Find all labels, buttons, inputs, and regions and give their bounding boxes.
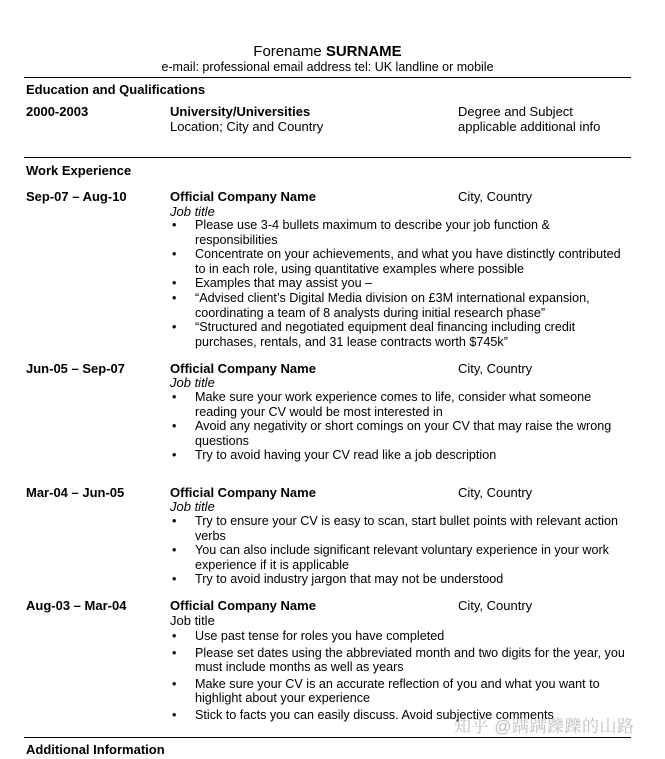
divider bbox=[24, 737, 631, 738]
candidate-name bbox=[0, 43, 655, 60]
job-dates: Aug-03 – Mar-04 bbox=[26, 598, 127, 613]
job-dates: Sep-07 – Aug-10 bbox=[26, 189, 127, 204]
job-location: City, Country bbox=[458, 598, 533, 613]
list-item: • “Advised client’s Digital Media division on £3M international expansion, coordinating a team of 8 analysts during initial research phase” bbox=[170, 291, 630, 320]
job-location: City, Country bbox=[458, 189, 533, 204]
list-item: • Try to avoid industry jargon that may not be understood bbox=[170, 572, 630, 587]
list-item: • Please set dates using the abbreviated month and two digits for the year, you must include months as well as years bbox=[170, 646, 630, 675]
job-title: Job title bbox=[170, 499, 215, 514]
list-item: • Make sure your CV is an accurate reflection of you and what you want to highlight about your experience bbox=[170, 677, 630, 706]
list-item: • Try to ensure your CV is easy to scan, start bullet points with relevant action verbs bbox=[170, 514, 630, 543]
job-company: Official Company Name bbox=[170, 361, 316, 376]
education-institution: University/Universities bbox=[170, 104, 311, 119]
list-item: • Examples that may assist you – bbox=[170, 276, 630, 291]
surname: SURNAME bbox=[325, 43, 402, 60]
list-item: • Use past tense for roles you have completed bbox=[170, 629, 630, 644]
divider bbox=[24, 157, 631, 158]
job-bullet-list bbox=[170, 514, 630, 587]
list-item: • Please use 3-4 bullets maximum to describe your job function & responsibilities bbox=[170, 218, 630, 247]
job-bullet-list bbox=[170, 390, 630, 463]
list-item: • Try to avoid having your CV read like a job description bbox=[170, 448, 630, 463]
job-company: Official Company Name bbox=[170, 189, 316, 204]
section-title-additional-information: Additional Information bbox=[26, 742, 165, 757]
divider bbox=[24, 77, 631, 78]
list-item: • Avoid any negativity or short comings on your CV that may raise the wrong questions bbox=[170, 419, 630, 448]
watermark: 知乎 @蹒蹒躒躒的山路 bbox=[454, 717, 635, 736]
contact-line: e-mail: professional email address tel: UK landline or mobile bbox=[161, 60, 494, 74]
section-title-work-experience: Work Experience bbox=[26, 163, 132, 178]
job-location: City, Country bbox=[458, 485, 533, 500]
job-dates: Mar-04 – Jun-05 bbox=[26, 485, 125, 500]
list-item: • You can also include significant relevant voluntary experience in your work experience if it is applicable bbox=[170, 543, 630, 572]
education-location: Location; City and Country bbox=[170, 119, 324, 134]
job-company: Official Company Name bbox=[170, 598, 316, 613]
job-company: Official Company Name bbox=[170, 485, 316, 500]
section-title-education: Education and Qualifications bbox=[26, 82, 206, 97]
list-item: • Concentrate on your achievements, and what you have distinctly contributed to in each role, using quantitative examples where possible bbox=[170, 247, 630, 276]
job-bullet-list bbox=[170, 629, 630, 723]
job-title: Job title bbox=[170, 204, 215, 219]
list-item: • Stick to facts you can easily discuss. Avoid subjective comments bbox=[170, 708, 630, 723]
job-title: Job title bbox=[170, 613, 215, 628]
forename: Forename bbox=[253, 43, 326, 60]
job-location: City, Country bbox=[458, 361, 533, 376]
list-item: • Make sure your work experience comes to life, consider what someone reading your CV would be most interested in bbox=[170, 390, 630, 419]
education-dates: 2000-2003 bbox=[26, 104, 89, 119]
job-dates: Jun-05 – Sep-07 bbox=[26, 361, 125, 376]
job-bullet-list bbox=[170, 218, 630, 349]
list-item: • “Structured and negotiated equipment deal financing including credit purchases, rentals, and 31 lease contracts worth $745k” bbox=[170, 320, 630, 349]
education-additional-info: applicable additional info bbox=[458, 119, 601, 134]
education-degree: Degree and Subject bbox=[458, 104, 573, 119]
job-title: Job title bbox=[170, 375, 215, 390]
